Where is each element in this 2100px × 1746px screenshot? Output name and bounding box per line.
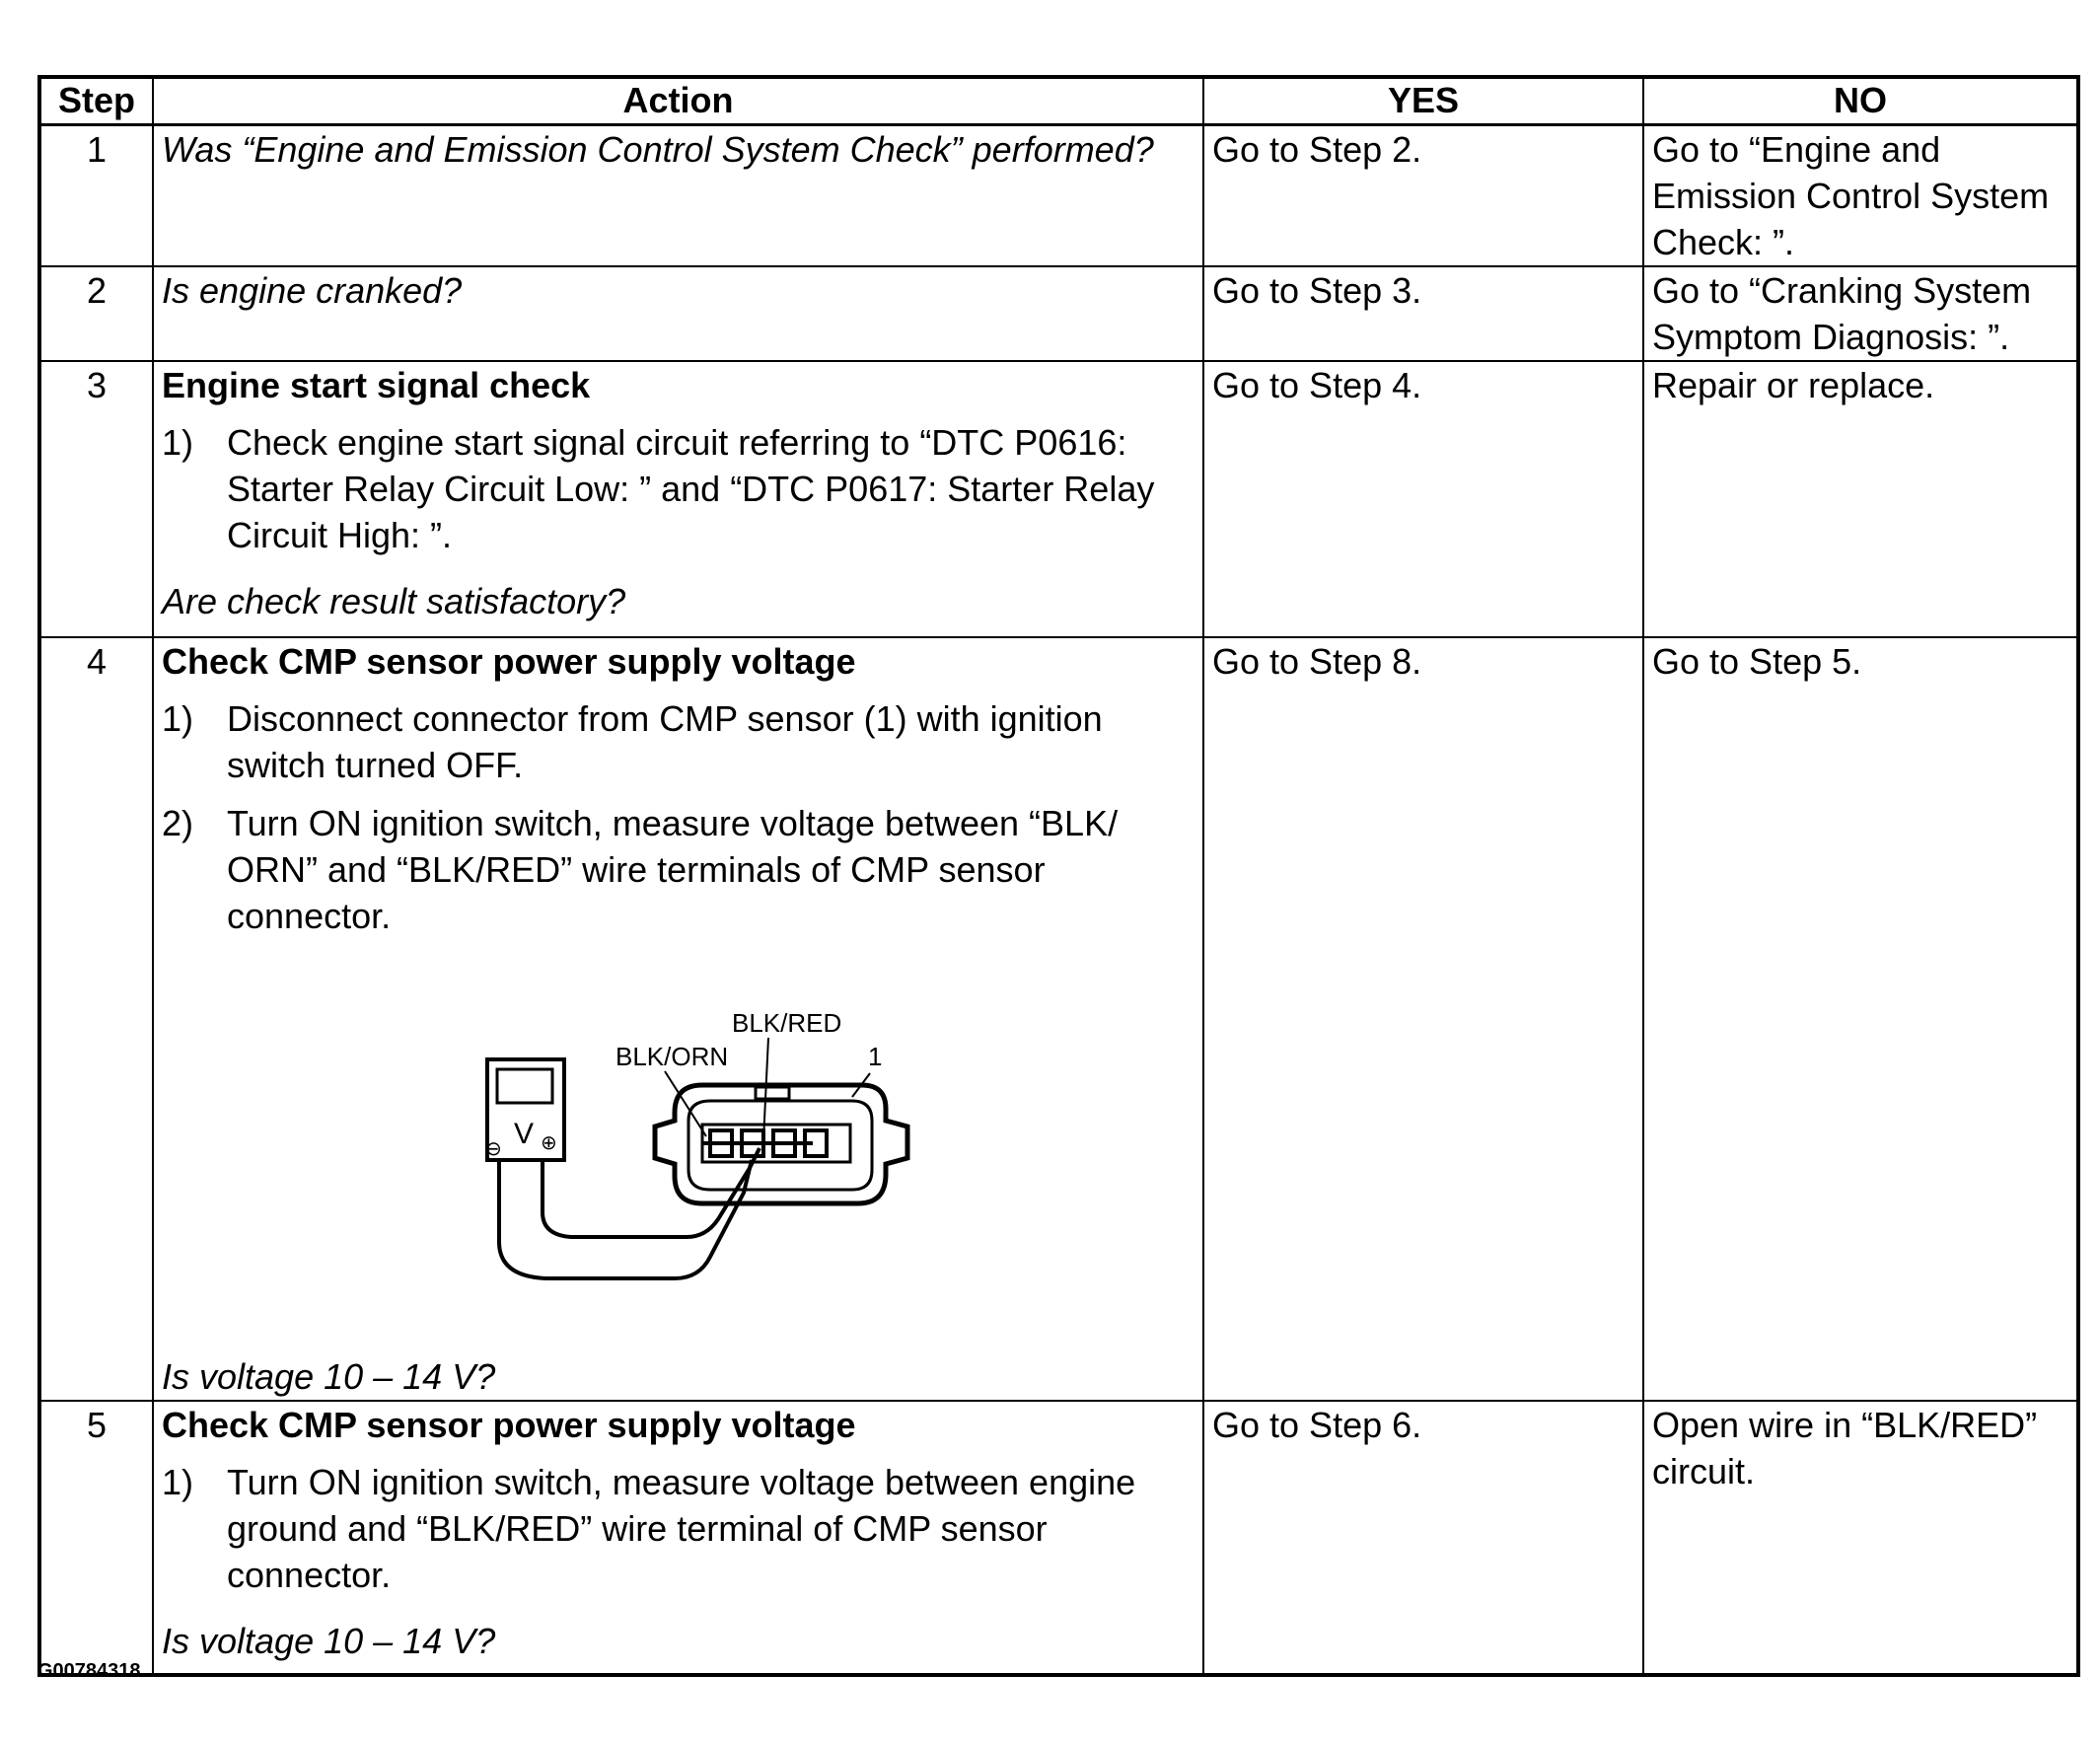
substep-number: 1): [162, 698, 194, 739]
action-cell: [153, 1401, 1203, 1675]
table-row: [39, 125, 2078, 267]
yes-cell: Go to Step 3.: [1203, 266, 1643, 361]
yes-cell: Go to Step 8.: [1203, 637, 1643, 1401]
step-title: Check CMP sensor power supply voltage: [162, 1405, 856, 1445]
check-question: Is engine cranked?: [162, 270, 463, 311]
column-header-step: Step: [39, 77, 153, 125]
yes-cell: Go to Step 4.: [1203, 361, 1643, 637]
substep-item: [162, 695, 1195, 788]
no-cell: Go to “Engine and Emission Control System Check: ”.: [1643, 125, 2078, 267]
action-cell: [153, 361, 1203, 637]
substep-item: [162, 419, 1195, 558]
figure-id: G00784318: [37, 1660, 141, 1682]
substep-number: 2): [162, 803, 194, 843]
substep-text: Check engine start signal circuit referring to “DTC P0616: Starter Relay Circuit Low: ” and “DTC P0617: Starter Relay Circuit High: ”.: [227, 422, 1155, 555]
yes-cell: Go to Step 2.: [1203, 125, 1643, 267]
step-number: 4: [39, 637, 153, 1401]
step-title: Engine start signal check: [162, 365, 591, 405]
substep-number: 1): [162, 422, 194, 463]
column-header-no: NO: [1643, 77, 2078, 125]
table-row: [39, 361, 2078, 637]
substep-text: Turn ON ignition switch, measure voltage between “BLK/ ORN” and “BLK/RED” wire terminals of CMP sensor connector.: [227, 803, 1119, 936]
action-cell: [153, 266, 1203, 361]
substep-list: [162, 419, 1195, 558]
substep-item: [162, 1459, 1195, 1598]
label-sensor-number: 1: [868, 1042, 883, 1071]
action-cell: [153, 125, 1203, 267]
no-cell: Open wire in “BLK/RED” circuit.: [1643, 1401, 2078, 1675]
table-row: [39, 637, 2078, 1401]
check-question: Are check result satisfactory?: [162, 581, 626, 621]
voltmeter-connector-diagram: [477, 1010, 911, 1306]
substep-list: [162, 695, 1195, 939]
check-question: Was “Engine and Emission Control System Check” performed?: [162, 129, 1154, 170]
table-row: [39, 1401, 2078, 1675]
label-blk-orn: BLK/ORN: [616, 1042, 729, 1071]
substep-text: Turn ON ignition switch, measure voltage between engine ground and “BLK/RED” wire terminal of CMP sensor connector.: [227, 1462, 1136, 1595]
no-cell: Go to “Cranking System Symptom Diagnosis: ”.: [1643, 266, 2078, 361]
substep-number: 1): [162, 1462, 194, 1502]
step-number: 2: [39, 266, 153, 361]
step-title: Check CMP sensor power supply voltage: [162, 641, 856, 682]
diagnosis-table: [37, 75, 2080, 1677]
cmp-sensor-connector-icon: [655, 1085, 907, 1203]
step-number: 5: [39, 1401, 153, 1675]
step-number: 3: [39, 361, 153, 637]
meter-minus-terminal: ⊖: [485, 1136, 502, 1160]
probe-lead-negative: [499, 1160, 752, 1278]
substep-text: Disconnect connector from CMP sensor (1) with ignition switch turned OFF.: [227, 698, 1103, 785]
table-header-row: [39, 77, 2078, 125]
voltmeter-figure: [162, 951, 1195, 1353]
step-number: 1: [39, 125, 153, 267]
substep-item: [162, 800, 1195, 939]
label-blk-red: BLK/RED: [732, 1010, 842, 1038]
yes-cell: Go to Step 6.: [1203, 1401, 1643, 1675]
no-cell: Repair or replace.: [1643, 361, 2078, 637]
table-row: [39, 266, 2078, 361]
column-header-action: Action: [153, 77, 1203, 125]
meter-plus-terminal: ⊕: [541, 1130, 557, 1154]
column-header-yes: YES: [1203, 77, 1643, 125]
check-question: Is voltage 10 – 14 V?: [162, 1356, 496, 1397]
action-cell: [153, 637, 1203, 1401]
meter-symbol: V: [514, 1118, 535, 1150]
no-cell: Go to Step 5.: [1643, 637, 2078, 1401]
check-question: Is voltage 10 – 14 V?: [162, 1621, 496, 1661]
voltmeter-icon: [485, 1059, 564, 1160]
substep-list: [162, 1459, 1195, 1598]
